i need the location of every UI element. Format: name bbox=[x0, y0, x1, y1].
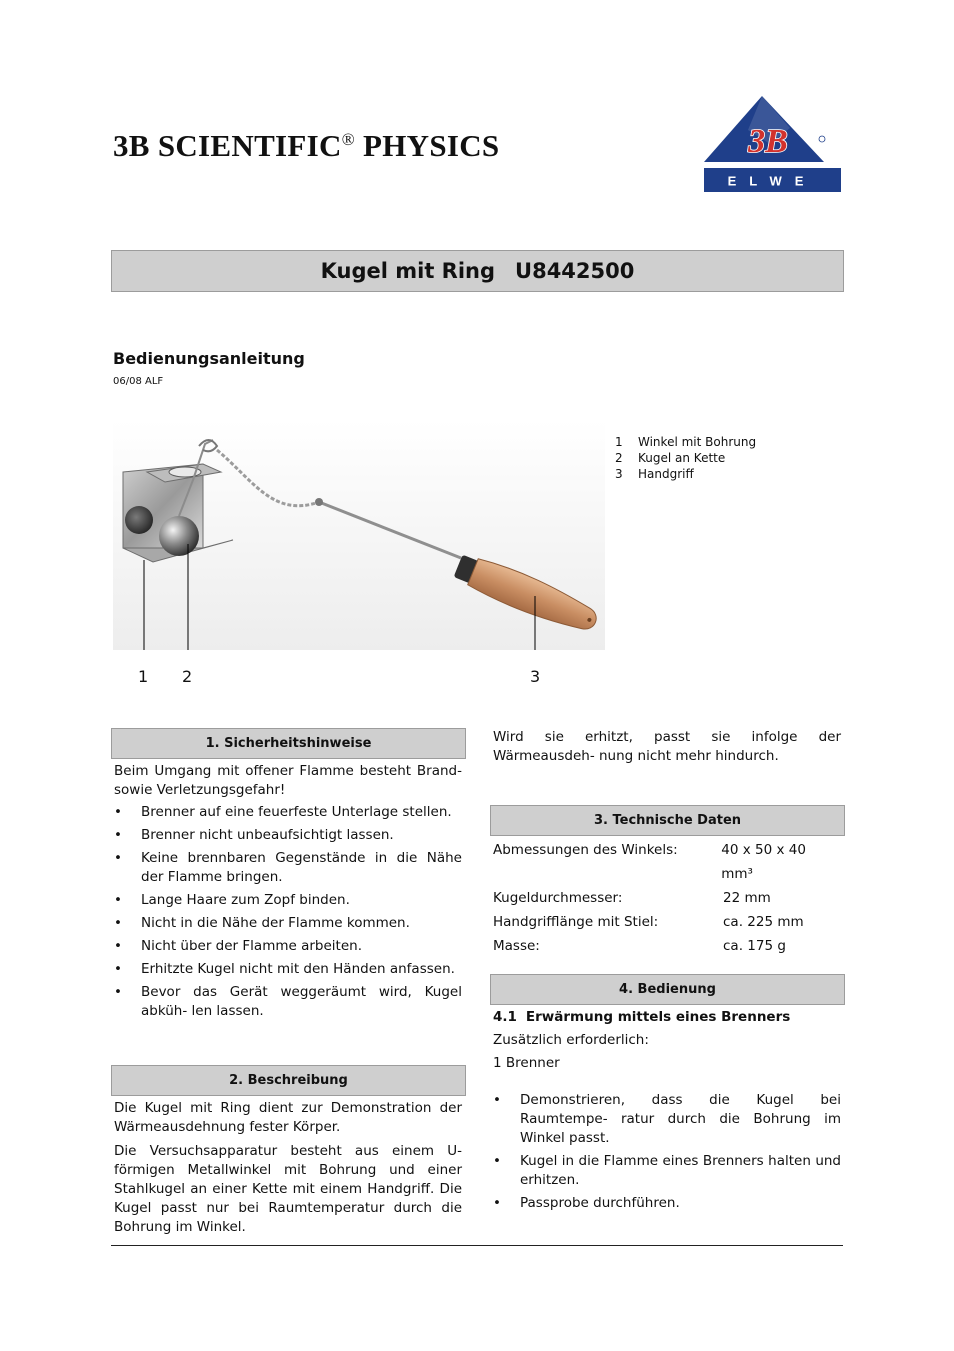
list-item: • Keine brennbaren Gegenstände in die Nähe der Flamme bringen. bbox=[114, 849, 462, 887]
list-item: • Erhitzte Kugel nicht mit den Händen anfassen. bbox=[114, 960, 462, 979]
section-heading-tech: 3. Technische Daten bbox=[490, 805, 845, 836]
legend-label: Kugel an Kette bbox=[638, 451, 726, 465]
list-item: • Passprobe durchführen. bbox=[493, 1194, 841, 1213]
operation-list bbox=[493, 1091, 841, 1217]
tech-key: Kugeldurchmesser: bbox=[493, 890, 623, 906]
requirement-label: Zusätzlich erforderlich: bbox=[493, 1032, 649, 1048]
tech-value: 40 x 50 x 40 mm³ bbox=[721, 842, 806, 882]
subsection-number: 4.1 bbox=[493, 1009, 517, 1025]
tech-value: ca. 175 g bbox=[723, 938, 786, 954]
elwe-logo bbox=[700, 94, 842, 194]
tech-key: Handgrifflänge mit Stiel: bbox=[493, 914, 659, 930]
pointer-number-2: 2 bbox=[182, 667, 193, 686]
footer-divider bbox=[111, 1245, 843, 1246]
steel-ball bbox=[159, 516, 199, 556]
registered-mark: ® bbox=[341, 130, 355, 149]
list-item: • Nicht in die Nähe der Flamme kommen. bbox=[114, 914, 462, 933]
safety-intro: Beim Umgang mit offener Flamme besteht Brand- sowie Verletzungsgefahr! bbox=[114, 763, 462, 798]
legend-number: 1 bbox=[615, 435, 623, 449]
product-photo bbox=[113, 420, 605, 650]
pointer-number-1: 1 bbox=[138, 667, 149, 686]
ball-reflection bbox=[125, 506, 153, 534]
requirement-item: 1 Brenner bbox=[493, 1055, 560, 1071]
logo-reg-mark bbox=[819, 136, 825, 142]
product-code: U8442500 bbox=[515, 259, 635, 283]
table-row bbox=[493, 910, 841, 934]
description-paragraph-3: Wird sie erhitzt, passt sie infolge der Wärmeausdeh- nung nicht mehr hindurch. bbox=[493, 729, 841, 764]
safety-list bbox=[114, 803, 462, 1025]
subsection-heading bbox=[493, 1009, 841, 1025]
tech-value: 22 mm bbox=[723, 890, 771, 906]
brand-title bbox=[113, 128, 499, 164]
list-item: • Bevor das Gerät weggeräumt wird, Kugel abküh- len lassen. bbox=[114, 983, 462, 1021]
product-title-bar bbox=[111, 250, 844, 292]
rod-end bbox=[315, 498, 323, 506]
product-name: Kugel mit Ring bbox=[320, 259, 496, 283]
pointer-number-3: 3 bbox=[530, 667, 541, 686]
table-row bbox=[493, 838, 841, 886]
table-row bbox=[493, 886, 841, 910]
list-item: • Kugel in die Flamme eines Brenners halten und erhitzen. bbox=[493, 1152, 841, 1190]
subsection-title: Erwärmung mittels eines Brenners bbox=[525, 1009, 791, 1025]
section-heading-operation: 4. Bedienung bbox=[490, 974, 845, 1005]
list-item: • Brenner auf eine feuerfeste Unterlage stellen. bbox=[114, 803, 462, 822]
description-paragraph-1: Die Kugel mit Ring dient zur Demonstration der Wärmeausdehnung fester Körper. bbox=[114, 1100, 462, 1135]
list-item: • Lange Haare zum Zopf binden. bbox=[114, 891, 462, 910]
legend-label: Handgriff bbox=[638, 467, 694, 481]
tech-key: Abmessungen des Winkels: bbox=[493, 842, 678, 858]
tech-data-table bbox=[493, 838, 841, 958]
legend-number: 3 bbox=[615, 467, 623, 481]
list-item: • Brenner nicht unbeaufsichtigt lassen. bbox=[114, 826, 462, 845]
revision-date: 06/08 ALF bbox=[113, 376, 164, 387]
section-heading-description: 2. Beschreibung bbox=[111, 1065, 466, 1096]
logo-elwe-text: ELWE bbox=[727, 173, 817, 189]
legend-label: Winkel mit Bohrung bbox=[638, 435, 757, 449]
legend-number: 2 bbox=[615, 451, 623, 465]
list-item: • Nicht über der Flamme arbeiten. bbox=[114, 937, 462, 956]
logo-3b-text: 3B bbox=[748, 123, 788, 160]
legend-item bbox=[615, 450, 756, 466]
tech-value: ca. 225 mm bbox=[723, 914, 804, 930]
description-paragraph-2: Die Versuchsapparatur besteht aus einem U-förmigen Metallwinkel mit Bohrung und einer Stahlkugel an einer Kette mit einem Handgriff. Die Kugel passt nur bei Raumtemperatur durch die Bohrung im Winkel. bbox=[114, 1143, 462, 1235]
brand-main: 3B SCIENTIFIC bbox=[113, 128, 342, 163]
section-heading-safety: 1. Sicherheitshinweise bbox=[111, 728, 466, 759]
legend-item bbox=[615, 466, 756, 482]
table-row bbox=[493, 934, 841, 958]
list-item: • Demonstrieren, dass die Kugel bei Raumtempe- ratur durch die Bohrung im Winkel passt. bbox=[493, 1091, 841, 1148]
brand-tail: PHYSICS bbox=[354, 128, 500, 163]
manual-subtitle: Bedienungsanleitung bbox=[113, 349, 305, 368]
tech-key: Masse: bbox=[493, 938, 540, 954]
figure-legend bbox=[615, 434, 756, 482]
legend-item bbox=[615, 434, 756, 450]
